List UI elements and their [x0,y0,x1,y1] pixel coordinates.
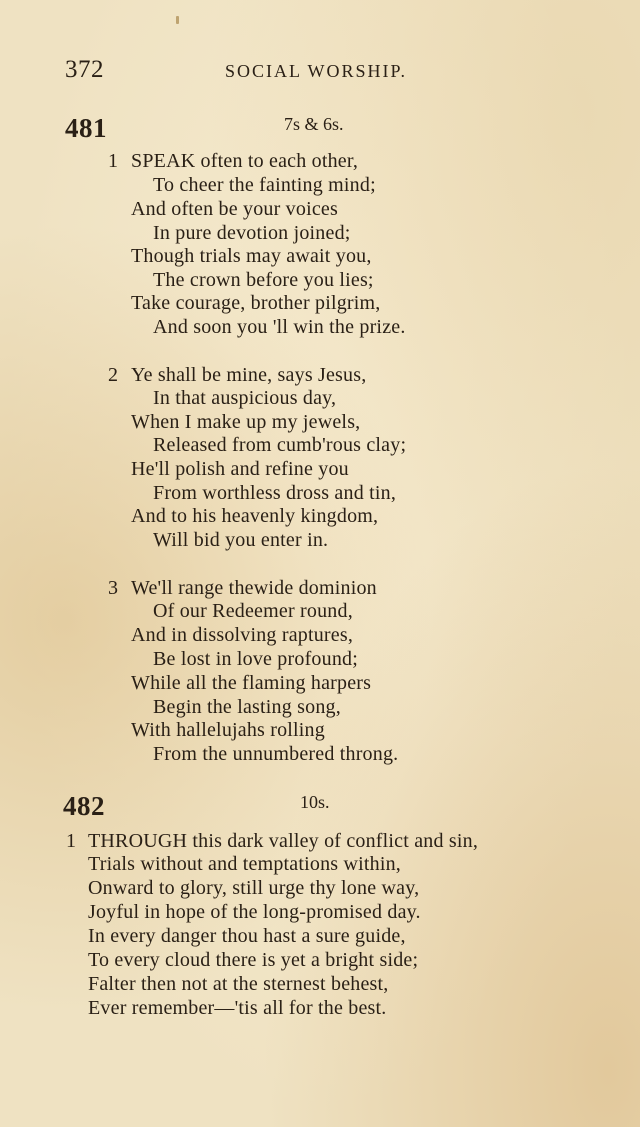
verse-number: 1 [108,150,119,172]
hymn-line: When I make up my jewels, [131,411,361,433]
hymn-number: 481 [65,113,107,143]
hymn-line: Released from cumb'rous clay; [153,434,407,456]
hymn-line: To every cloud there is yet a bright side; [88,949,419,971]
hymn-line: Take courage, brother pilgrim, [131,292,381,314]
hymn-line: We'll range thewide dominion [131,577,377,599]
hymn-number: 482 [63,791,105,821]
running-title: SOCIAL WORSHIP. [225,61,408,81]
hymn-line: And often be your voices [131,198,338,220]
hymn-line: Falter then not at the sternest behest, [88,973,389,995]
verse-number: 2 [108,364,119,386]
hymn-line: While all the flaming harpers [131,672,372,694]
hymn-line: Ever remember—'tis all for the best. [88,997,387,1019]
hymn-line: Onward to glory, still urge thy lone way, [88,877,420,899]
hymn-line: To cheer the fainting mind; [153,174,376,196]
hymn-line: He'll polish and refine you [131,458,349,480]
hymn-line: In that auspicious day, [153,387,337,409]
verse-number: 1 [66,830,77,852]
verse-number: 3 [108,577,119,599]
ink-speck [176,16,179,24]
hymn-line: Of our Redeemer round, [153,600,353,622]
hymn-line: And in dissolving raptures, [131,624,354,646]
hymn-line: Begin the lasting song, [153,696,341,718]
hymn-line: And soon you 'll win the prize. [153,316,406,338]
hymn-line: THROUGH this dark valley of conflict and sin, [88,830,479,852]
hymn-line: SPEAK often to each other, [131,150,359,172]
hymn-line: The crown before you lies; [153,269,374,291]
hymn-line: Will bid you enter in. [153,529,329,551]
hymn-meter: 10s. [300,792,330,812]
hymn-line: Joyful in hope of the long-promised day. [88,901,421,923]
hymn-line: In pure devotion joined; [153,222,351,244]
hymn-line: From worthless dross and tin, [153,482,397,504]
page-header [0,56,640,86]
page-number: 372 [65,56,104,83]
hymn-line: With hallelujahs rolling [131,719,325,741]
hymn-line: In every danger thou hast a sure guide, [88,925,406,947]
hymn-line: Be lost in love profound; [153,648,358,670]
hymn-line: From the unnumbered throng. [153,743,399,765]
hymn-line: Ye shall be mine, says Jesus, [131,364,367,386]
hymn-meter: 7s & 6s. [284,114,344,134]
hymn-line: And to his heavenly kingdom, [131,505,379,527]
hymn-line: Trials without and temptations within, [88,853,401,875]
hymn-line: Though trials may await you, [131,245,372,267]
